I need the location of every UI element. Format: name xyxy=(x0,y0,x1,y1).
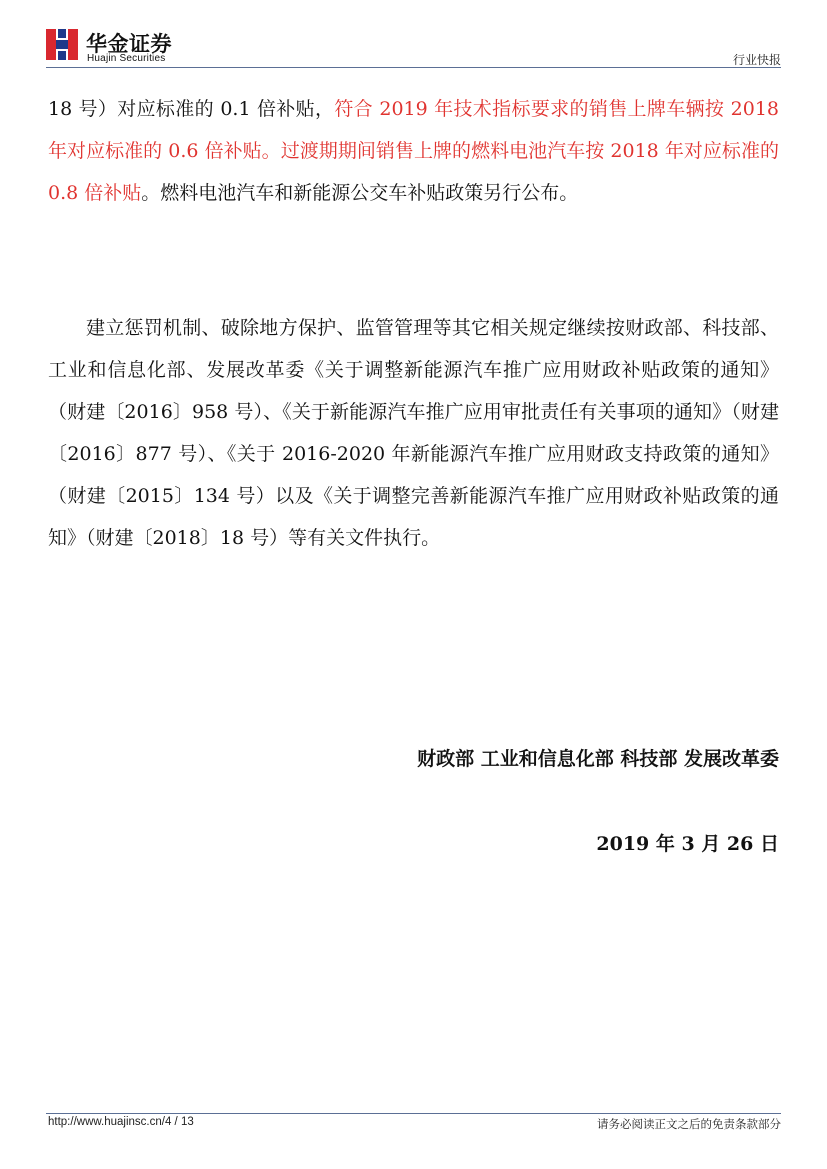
paragraph-related-regulations: 建立惩罚机制、破除地方保护、监管管理等其它相关规定继续按财政部、科技部、工业和信息化部、发展改革委《关于调整新能源汽车推广应用财政补贴政策的通知》（财建〔2016〕958 号）、《关于新能源汽车推广应用审批责任有关事项的通知》（财建〔2016〕877 号）、《关于 2016-2020 年新能源汽车推广应用财政支持政策的通知》（财建〔2015〕134 号）以及《关于调整完善新能源汽车推广应用财政补贴政策的通知》（财建〔2018〕18 号）等有关文件执行。 xyxy=(48,317,779,549)
paragraph1-highlighted-segment: 符合 2019 年技术指标要求的销售上牌车辆按 2018 年对应标准的 0.6 倍补贴。过渡期期间销售上牌的燃料电池汽车按 2018 年对应标准的 0.8 倍补贴 xyxy=(48,98,779,204)
header-divider xyxy=(46,67,781,68)
page-header xyxy=(0,0,827,70)
paragraph1-segment-3: 。燃料电池汽车和新能源公交车补贴政策另行公布。 xyxy=(141,182,579,204)
document-date: 2019 年 3 月 26 日 xyxy=(596,833,779,855)
report-type-label: 行业快报 xyxy=(732,53,781,67)
paragraph1-segment-1: 18 号）对应标准的 0.1 倍补贴， xyxy=(48,98,335,120)
huajin-logo-icon xyxy=(46,29,78,60)
paragraph-subsidy-standards xyxy=(48,88,779,214)
footer-disclaimer-note: 请务必阅读正文之后的免责条款部分 xyxy=(597,1117,781,1131)
logo-chinese-name: 华金证券 xyxy=(86,32,172,56)
footer-url-page-number: http://www.huajinsc.cn/4 / 13 xyxy=(48,1116,194,1128)
footer-divider xyxy=(46,1113,781,1114)
issuing-authorities-signature: 财政部 工业和信息化部 科技部 发展改革委 xyxy=(417,748,779,770)
logo-english-name: Huajin Securities xyxy=(87,53,166,64)
